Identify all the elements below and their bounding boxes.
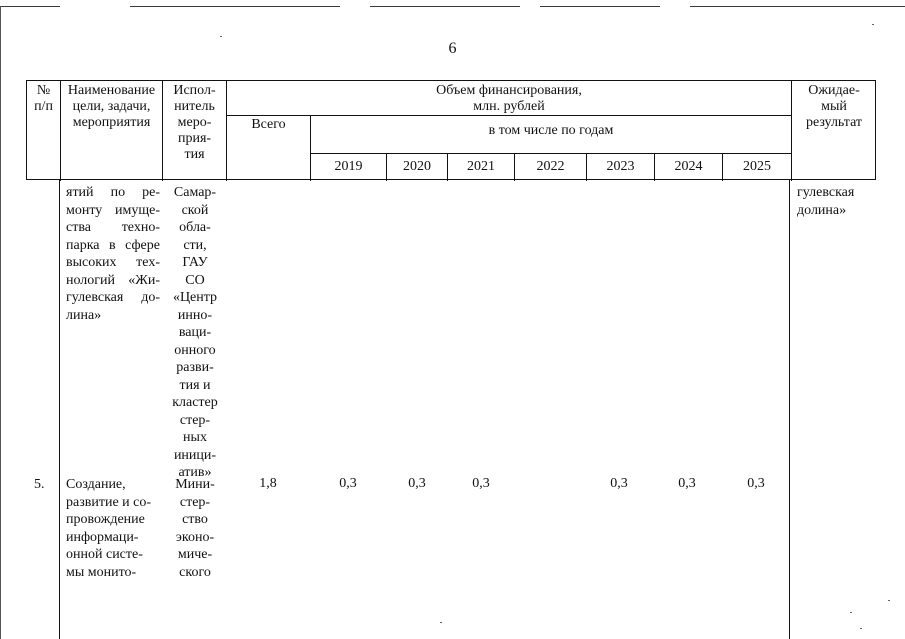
header-name: Наименование цели, задачи, мероприятия (67, 83, 156, 130)
scan-speck (850, 612, 852, 613)
row-divider (310, 153, 791, 154)
column-divider (59, 180, 60, 639)
header-year-2023: 2023 (606, 159, 635, 174)
row5-value-2025: 0,3 (747, 476, 765, 491)
scan-edge-line (540, 6, 660, 7)
row5-total: 1,8 (259, 476, 277, 491)
page-number: 6 (448, 40, 457, 57)
header-funding: Объем финансирования, млн. рублей (436, 83, 582, 114)
header-total: Всего (251, 117, 286, 132)
scan-speck (220, 36, 222, 37)
row-continued-result: гулевская долина» (797, 185, 855, 218)
header-year-2025: 2025 (743, 159, 771, 174)
scan-edge-line (690, 6, 905, 7)
scan-speck (440, 622, 442, 623)
scan-page-edge (0, 6, 1, 639)
header-executor: Испол- нитель меро- прия- тия (173, 83, 216, 162)
row-continued-name: ятий по ре- монту имуще- ства техно- парка в сфере высоких тех- нологий «Жи- гулевская до- лина» (66, 185, 160, 323)
header-no: № п/п (34, 83, 53, 114)
row5-value-2023: 0,3 (610, 476, 628, 491)
scan-edge-line (370, 6, 520, 7)
row5-name: Создание, развитие и со- провождение информаци- онной систе- мы монито- (66, 477, 152, 580)
row5-value-2019: 0,3 (339, 476, 357, 491)
row5-number: 5. (34, 477, 45, 492)
header-year-2024: 2024 (674, 159, 703, 174)
scan-speck (872, 24, 874, 25)
header-by-years: в том числе по годам (488, 123, 614, 138)
header-year-2021: 2021 (467, 159, 495, 174)
row-divider (226, 115, 791, 116)
scan-edge-line (0, 6, 60, 7)
row5-value-2024: 0,3 (678, 476, 696, 491)
row5-value-2020: 0,3 (408, 476, 426, 491)
header-result: Ожидае- мый результат (805, 83, 863, 130)
header-year-2020: 2020 (403, 159, 431, 174)
header-year-2022: 2022 (536, 159, 565, 174)
scan-speck (860, 628, 862, 629)
row5-value-2021: 0,3 (472, 476, 490, 491)
row5-executor: Мини- стер- ство эконо- миче- ского (175, 477, 215, 580)
scan-edge-line (130, 6, 340, 7)
scan-speck (888, 600, 890, 601)
row-continued-executor: Самар- ской обла- сти, ГАУ СО «Центр инно- ваци- онного разви- тия и кластер стер- ных иници- атив» (172, 185, 218, 480)
column-divider (789, 180, 790, 639)
header-year-2019: 2019 (334, 159, 363, 174)
table-header (26, 80, 876, 180)
